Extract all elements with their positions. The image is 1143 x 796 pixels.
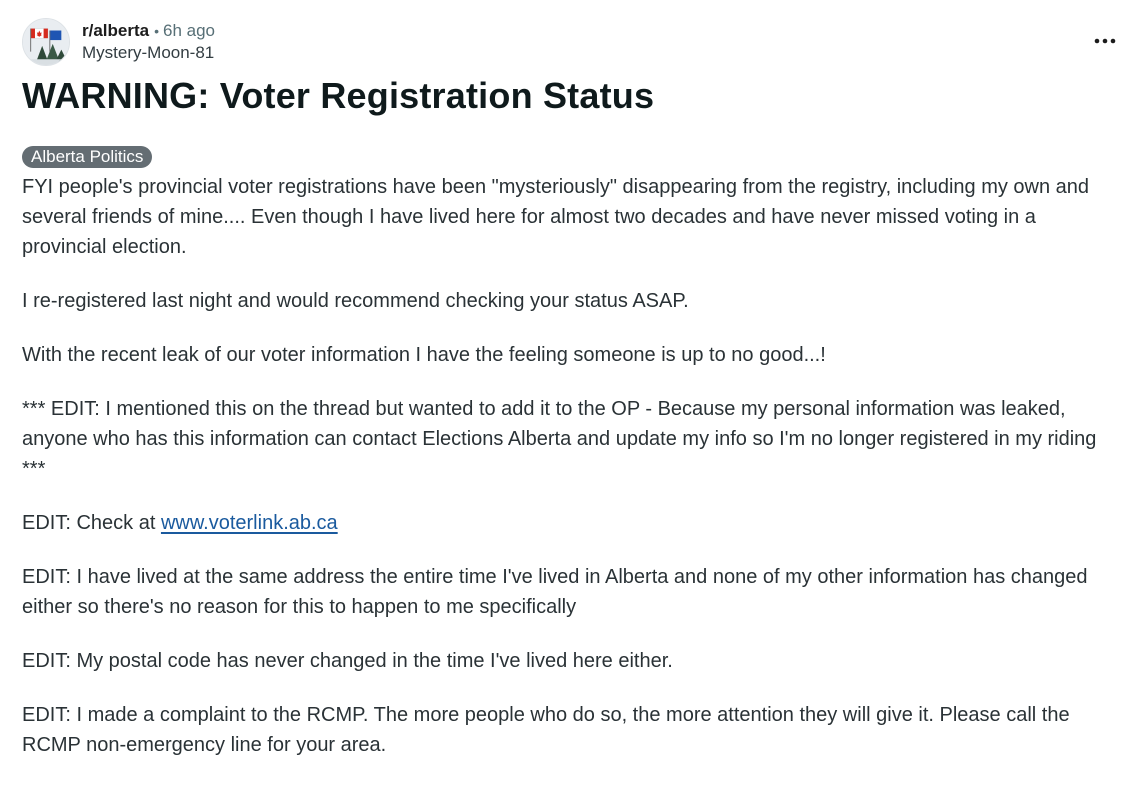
subreddit-avatar-icon[interactable] — [22, 18, 70, 66]
post-time: 6h ago — [163, 21, 215, 40]
body-paragraph: *** EDIT: I mentioned this on the thread but wanted to add it to the OP - Because my personal information was leaked, anyone who has this information can contact Elections Alberta and update my info so I'm no longer registered in my riding *** — [22, 398, 1097, 480]
post-meta — [82, 20, 215, 64]
post-title: WARNING: Voter Registration Status — [22, 75, 655, 116]
edit-check-text: EDIT: Check at — [22, 512, 161, 534]
more-options-button[interactable] — [1090, 28, 1120, 54]
post-body — [22, 172, 1122, 760]
post — [22, 16, 1122, 784]
meta-separator: • — [154, 23, 159, 39]
author-link[interactable]: Mystery-Moon-81 — [82, 43, 215, 62]
body-paragraph: EDIT: I made a complaint to the RCMP. The more people who do so, the more attention they will give it. Please call the RCMP non-emergency line for your area. — [22, 704, 1070, 756]
body-paragraph: With the recent leak of our voter information I have the feeling someone is up to no good...! — [22, 344, 826, 366]
body-paragraph-edit-check — [22, 508, 1122, 538]
body-paragraph: EDIT: I have lived at the same address the entire time I've lived in Alberta and none of my other information has changed either so there's no reason for this to happen to me specifically — [22, 566, 1088, 618]
post-header — [22, 16, 1122, 68]
voterlink-link[interactable]: www.voterlink.ab.ca — [160, 512, 338, 534]
body-paragraph: EDIT: My postal code has never changed in the time I've lived here either. — [22, 650, 673, 672]
more-horizontal-icon — [1094, 38, 1116, 44]
body-paragraph: I re-registered last night and would recommend checking your status ASAP. — [22, 290, 689, 312]
post-flair[interactable]: Alberta Politics — [22, 146, 152, 168]
subreddit-link[interactable]: r/alberta — [82, 21, 150, 40]
body-paragraph: FYI people's provincial voter registrations have been "mysteriously" disappearing from the registry, including my own and several friends of mine.... Even though I have lived here for almost two decades and have never missed voting in a provincial election. — [22, 176, 1090, 258]
